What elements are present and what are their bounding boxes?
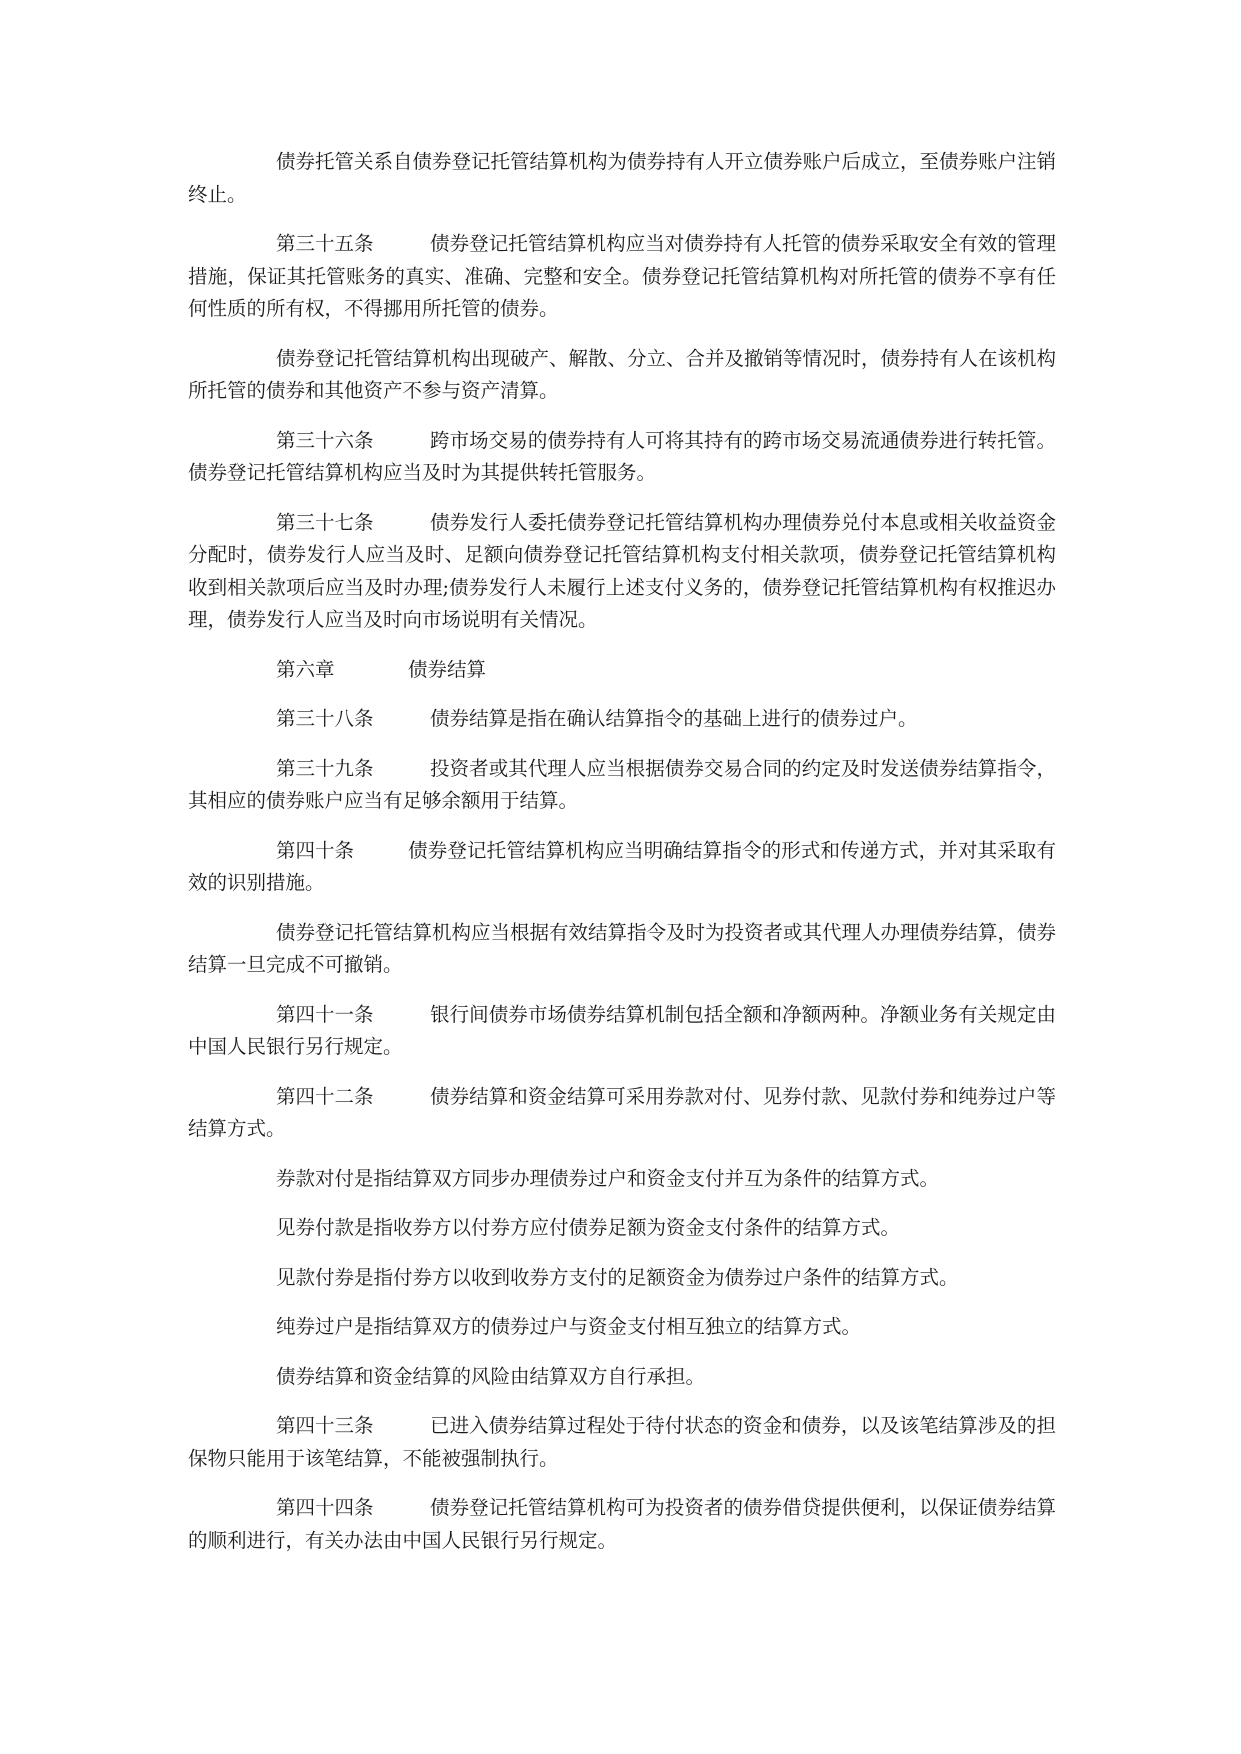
chapter-number: 第六章	[276, 657, 335, 681]
chapter-title: 债券结算	[408, 657, 487, 681]
article-number: 第三十七条	[276, 510, 374, 534]
paragraph-text: 债券登记托管结算机构可为投资者的债券借贷提供便利，以保证债券结算的顺利进行，有关办法由中国人民银行另行规定。	[188, 1496, 1056, 1552]
paragraph-text: 债券登记托管结算机构出现破产、解散、分立、合并及撤销等情况时，债券持有人在该机构所托管的债券和其他资产不参与资产清算。	[188, 346, 1057, 402]
article-44	[188, 1492, 1056, 1557]
paragraph-text: 投资者或其代理人应当根据债券交易合同的约定及时发送债券结算指令，其相应的债券账户应当有足够余额用于结算。	[188, 756, 1056, 812]
article-number: 第四十一条	[276, 1002, 374, 1026]
paragraph-text: 跨市场交易的债券持有人可将其持有的跨市场交易流通债券进行转托管。债券登记托管结算机构应当及时为其提供转托管服务。	[188, 428, 1056, 484]
article-number: 第四十三条	[276, 1414, 374, 1437]
paragraph	[188, 343, 1056, 408]
paragraph-text: 见券付款是指收券方以付券方应付债券足额为资金支付条件的结算方式。	[276, 1216, 901, 1239]
paragraph-text: 已进入债券结算过程处于待付状态的资金和债券，以及该笔结算涉及的担保物只能用于该笔结算，不能被强制执行。	[188, 1414, 1056, 1470]
paragraph	[188, 1163, 1056, 1196]
article-36	[188, 425, 1056, 490]
paragraph-text: 债券托管关系自债券登记托管结算机构为债券持有人开立债券账户后成立，至债券账户注销终止。	[188, 150, 1057, 206]
chapter-heading	[188, 654, 1056, 687]
paragraph-text: 债券登记托管结算机构应当根据有效结算指令及时为投资者或其代理人办理债券结算，债券结算一旦完成不可撤销。	[188, 920, 1057, 976]
article-39	[188, 753, 1056, 818]
paragraph-text: 券款对付是指结算双方同步办理债券过户和资金支付并互为条件的结算方式。	[276, 1166, 940, 1190]
paragraph-text: 银行间债券市场债券结算机制包括全额和净额两种。净额业务有关规定由中国人民银行另行规定。	[188, 1002, 1056, 1058]
paragraph	[188, 1311, 1056, 1344]
article-40	[188, 835, 1056, 900]
article-38	[188, 703, 1056, 736]
article-number: 第三十五条	[276, 232, 374, 255]
article-number: 第三十八条	[276, 707, 374, 730]
paragraph-text: 债券发行人委托债券登记托管结算机构办理债券兑付本息或相关收益资金分配时，债券发行人应当及时、足额向债券登记托管结算机构支付相关款项，债券登记托管结算机构收到相关款项后应当及时办理;债券发行人未履行上述支付义务的，债券登记托管结算机构有权推迟办理，债券发行人应当及时向市场说明有关情况。	[188, 510, 1056, 631]
paragraph	[188, 917, 1056, 982]
paragraph	[188, 1262, 1056, 1295]
article-42	[188, 1081, 1056, 1146]
article-number: 第三十六条	[276, 428, 374, 452]
paragraph-text: 债券登记托管结算机构应当明确结算指令的形式和传递方式，并对其采取有效的识别措施。	[188, 838, 1056, 894]
article-number: 第四十二条	[276, 1084, 374, 1108]
paragraph-text: 见款付券是指付券方以收到收券方支付的足额资金为债券过户条件的结算方式。	[276, 1265, 959, 1289]
paragraph-text: 债券结算和资金结算的风险由结算双方自行承担。	[276, 1364, 706, 1388]
article-number: 第四十四条	[276, 1496, 374, 1519]
article-35	[188, 228, 1056, 326]
article-41	[188, 999, 1056, 1064]
paragraph-text: 债券结算是指在确认结算指令的基础上进行的债券过户。	[430, 707, 918, 730]
article-37	[188, 507, 1056, 637]
paragraph-text: 纯券过户是指结算双方的债券过户与资金支付相互独立的结算方式。	[276, 1315, 862, 1338]
paragraph	[188, 1361, 1056, 1394]
paragraph	[188, 1212, 1056, 1245]
article-number: 第三十九条	[276, 756, 374, 780]
article-43	[188, 1410, 1056, 1475]
paragraph	[188, 146, 1056, 211]
document-body	[188, 146, 1056, 1574]
paragraph-text: 债券登记托管结算机构应当对债券持有人托管的债券采取安全有效的管理措施，保证其托管账务的真实、准确、完整和安全。债券登记托管结算机构对所托管的债券不享有任何性质的所有权，不得挪用所托管的债券。	[188, 232, 1056, 320]
article-number: 第四十条	[276, 838, 355, 862]
paragraph-text: 债券结算和资金结算可采用券款对付、见券付款、见款付券和纯券过户等结算方式。	[188, 1084, 1056, 1140]
